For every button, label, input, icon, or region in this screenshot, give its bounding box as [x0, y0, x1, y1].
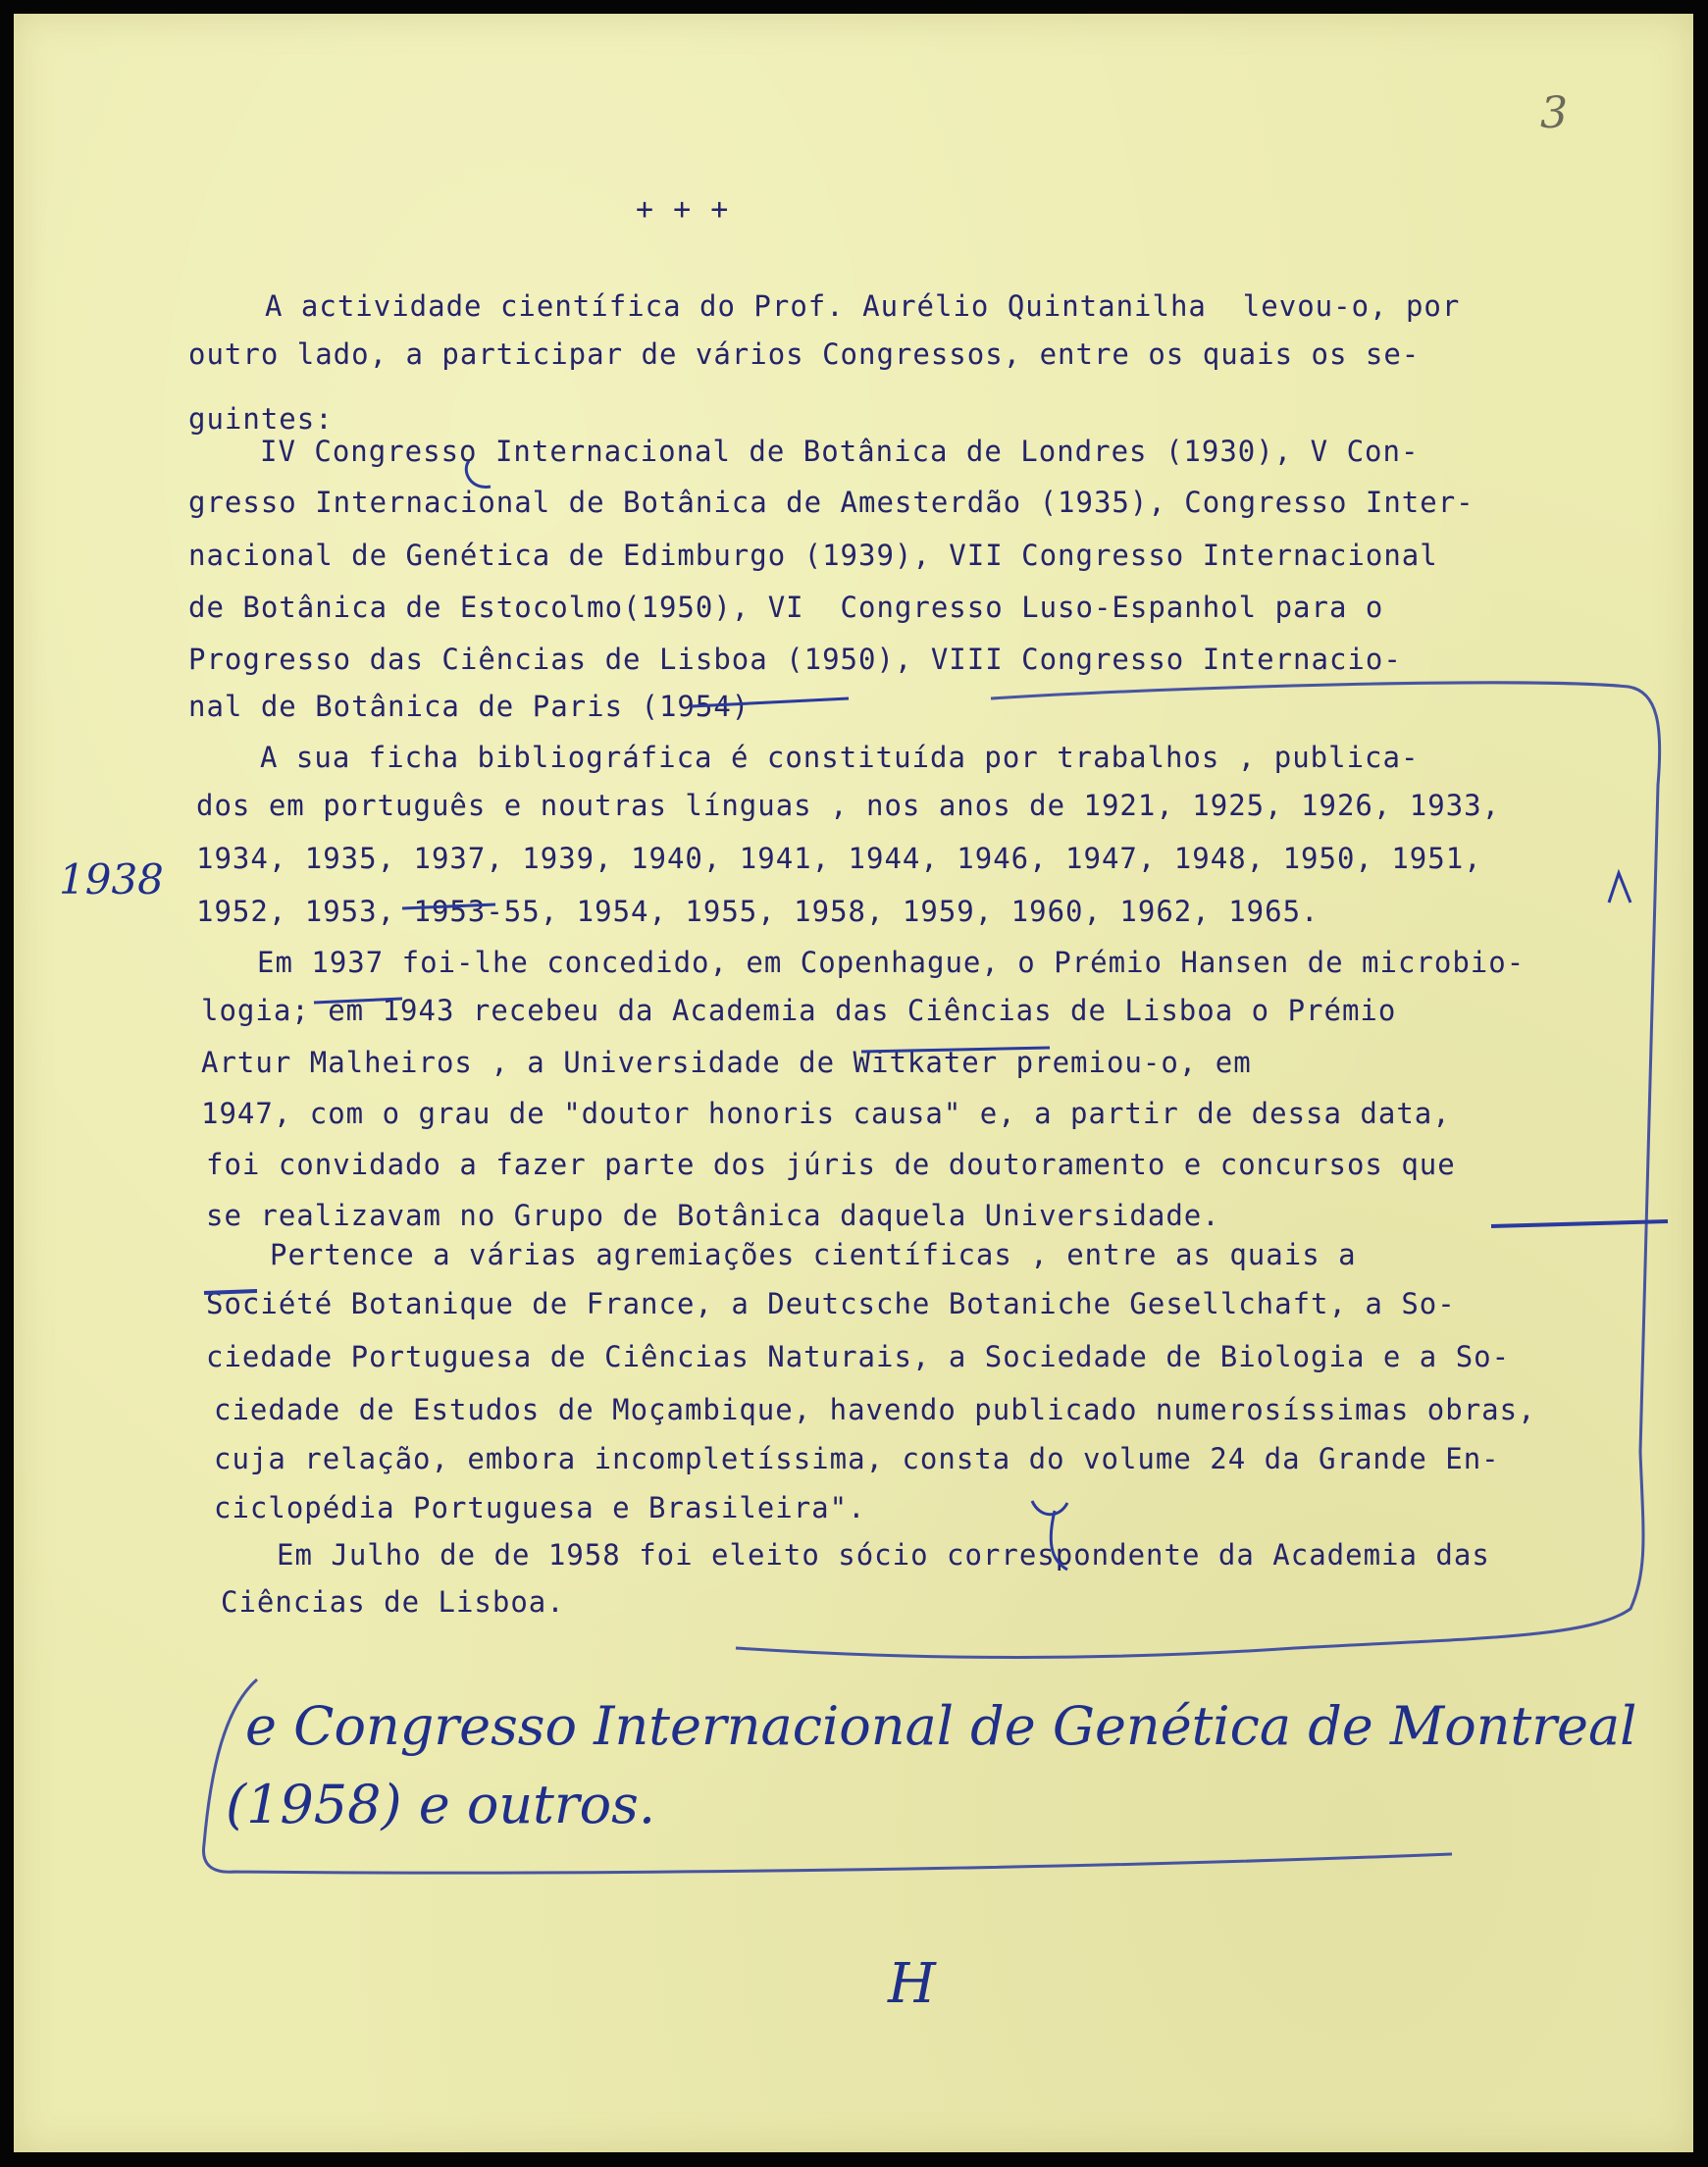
- text-line: Em 1937 foi-lhe concedido, em Copenhague, o Prémio Hansen de microbio-: [257, 946, 1526, 979]
- text-line: Ciências de Lisboa.: [221, 1585, 565, 1619]
- text-line: 1934, 1935, 1937, 1939, 1940, 1941, 1944, 1946, 1947, 1948, 1950, 1951,: [196, 842, 1482, 875]
- text-line: ciedade de Estudos de Moçambique, havendo publicado numerosíssimas obras,: [214, 1393, 1536, 1426]
- text-line: 1952, 1953, 1953-55, 1954, 1955, 1958, 1959, 1960, 1962, 1965.: [196, 895, 1320, 928]
- handwritten-insert-line-1: e Congresso Internacional de Genética de Montreal: [245, 1695, 1637, 1757]
- text-line: Artur Malheiros , a Universidade de Witkater premiou-o, em: [201, 1046, 1252, 1079]
- handwritten-bottom-mark: H: [888, 1952, 936, 2016]
- handwritten-insert-line-2: (1958) e outros.: [226, 1774, 656, 1835]
- text-line: A sua ficha bibliográfica é constituída por trabalhos , publica-: [260, 741, 1420, 774]
- text-line: IV Congresso Internacional de Botânica de Londres (1930), V Con-: [260, 435, 1420, 468]
- page-number-mark: 3: [1540, 88, 1568, 138]
- text-line: gresso Internacional de Botânica de Amesterdão (1935), Congresso Inter-: [188, 486, 1475, 519]
- text-line: de Botânica de Estocolmo(1950), VI Congresso Luso-Espanhol para o: [188, 591, 1384, 624]
- text-line: logia; em 1943 recebeu da Academia das Ciências de Lisboa o Prémio: [201, 994, 1397, 1027]
- text-line: guintes:: [188, 402, 334, 436]
- text-line: ciedade Portuguesa de Ciências Naturais, a Sociedade de Biologia e a So-: [206, 1340, 1511, 1373]
- text-line: dos em português e noutras línguas , nos anos de 1921, 1925, 1926, 1933,: [196, 789, 1501, 822]
- text-line: A actividade científica do Prof. Aurélio Quintanilha levou-o, por: [265, 289, 1461, 323]
- text-line: ciclopédia Portuguesa e Brasileira".: [214, 1491, 866, 1524]
- text-line: Em Julho de de 1958 foi eleito sócio correspondente da Academia das: [277, 1538, 1490, 1572]
- text-line: nal de Botânica de Paris (1954): [188, 690, 750, 723]
- text-line: Pertence a várias agremiações científicas , entre as quais a: [270, 1238, 1357, 1271]
- text-line: se realizavam no Grupo de Botânica daquela Universidade.: [206, 1199, 1220, 1232]
- text-line: foi convidado a fazer parte dos júris de doutoramento e concursos que: [206, 1148, 1456, 1181]
- text-line: Progresso das Ciências de Lisboa (1950), VIII Congresso Internacio-: [188, 643, 1402, 676]
- section-marks: + + +: [636, 192, 730, 227]
- text-line: nacional de Genética de Edimburgo (1939), VII Congresso Internacional: [188, 539, 1438, 572]
- text-line: Société Botanique de France, a Deutcsche Botaniche Gesellchaft, a So-: [206, 1287, 1456, 1320]
- text-line: 1947, com o grau de "doutor honoris causa" e, a partir de dessa data,: [201, 1097, 1451, 1130]
- margin-year-note: 1938: [59, 855, 164, 903]
- text-line: cuja relação, embora incompletíssima, consta do volume 24 da Grande En-: [214, 1442, 1500, 1475]
- text-line: outro lado, a participar de vários Congressos, entre os quais os se-: [188, 337, 1421, 371]
